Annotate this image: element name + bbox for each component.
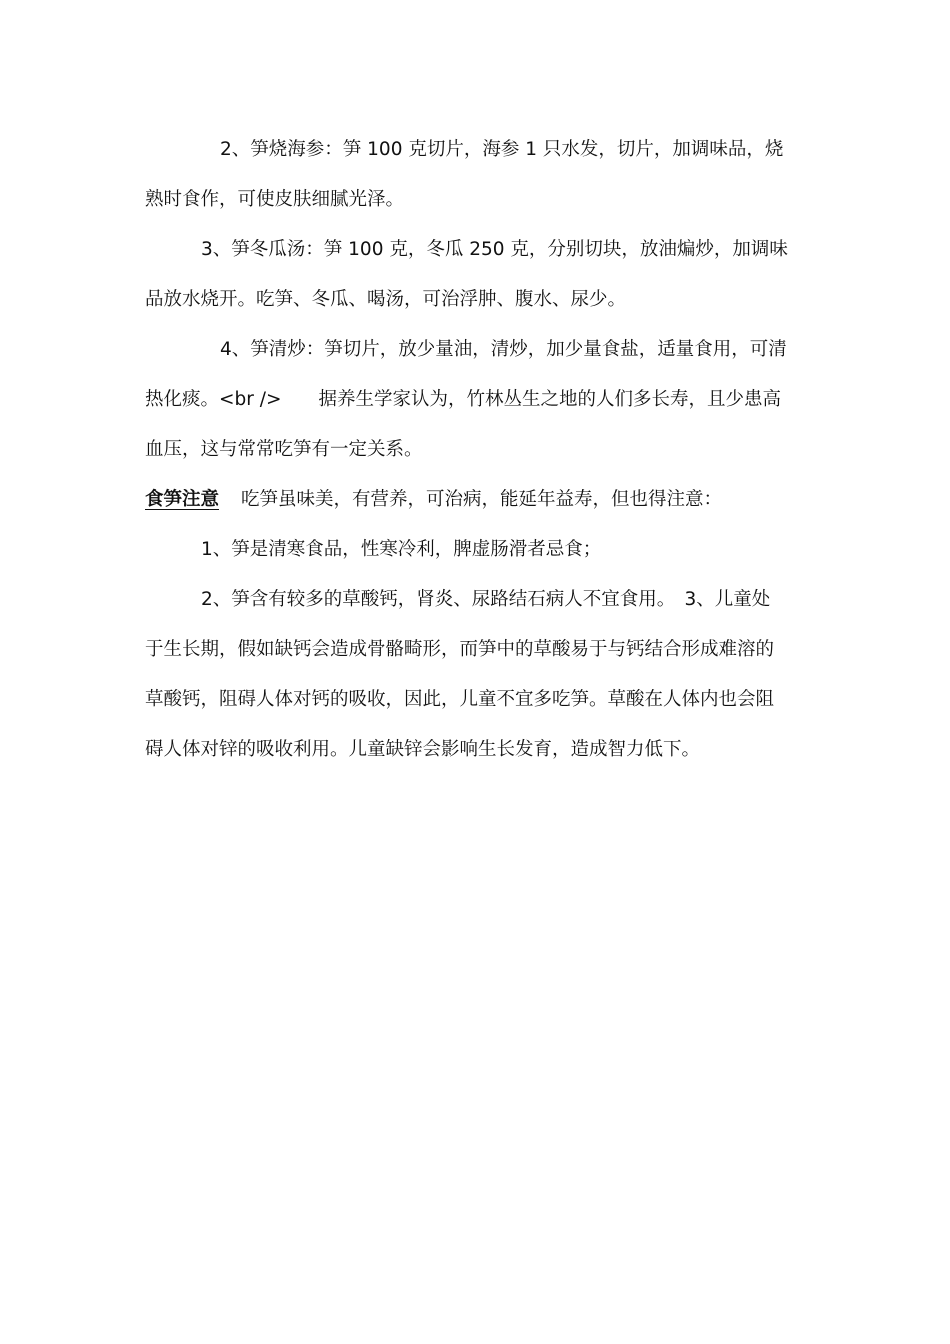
text-line: 于生长期，假如缺钙会造成骨骼畸形，而笋中的草酸易于与钙结合形成难溶的 (145, 639, 775, 660)
text-line: 碍人体对锌的吸收利用。儿童缺锌会影响生长发育，造成智力低下。 (145, 739, 701, 760)
text-line: 血压，这与常常吃笋有一定关系。 (145, 439, 423, 460)
section-heading: 食笋注意 (145, 489, 220, 510)
text-line: 品放水烧开。吃笋、冬瓜、喝汤，可治浮肿、腹水、尿少。 (145, 289, 627, 310)
text-line: 2、笋含有较多的草酸钙，肾炎、尿路结石病人不宜食用。 3、儿童处 (201, 589, 771, 610)
text-line: 3、笋冬瓜汤：笋 100 克，冬瓜 250 克，分别切块，放油煸炒，加调味 (201, 239, 788, 260)
section-intro: 吃笋虽味美，有营养，可治病，能延年益寿，但也得注意： (241, 489, 723, 510)
text-line: 4、笋清炒：笋切片，放少量油，清炒，加少量食盐，适量食用，可清 (220, 339, 787, 360)
section-line (145, 487, 722, 513)
text-line: 草酸钙，阻碍人体对钙的吸收，因此，儿童不宜多吃笋。草酸在人体内也会阻 (145, 689, 775, 710)
text-line: 2、笋烧海参：笋 100 克切片，海参 1 只水发，切片，加调味品，烧 (220, 139, 784, 160)
text-line: 1、笋是清寒食品，性寒冷利，脾虚肠滑者忌食； (201, 539, 602, 560)
text-line: 熟时食作，可使皮肤细腻光泽。 (145, 189, 405, 210)
text-line: 热化痰。<br /> 据养生学家认为，竹林丛生之地的人们多长寿，且少患高 (145, 389, 781, 410)
